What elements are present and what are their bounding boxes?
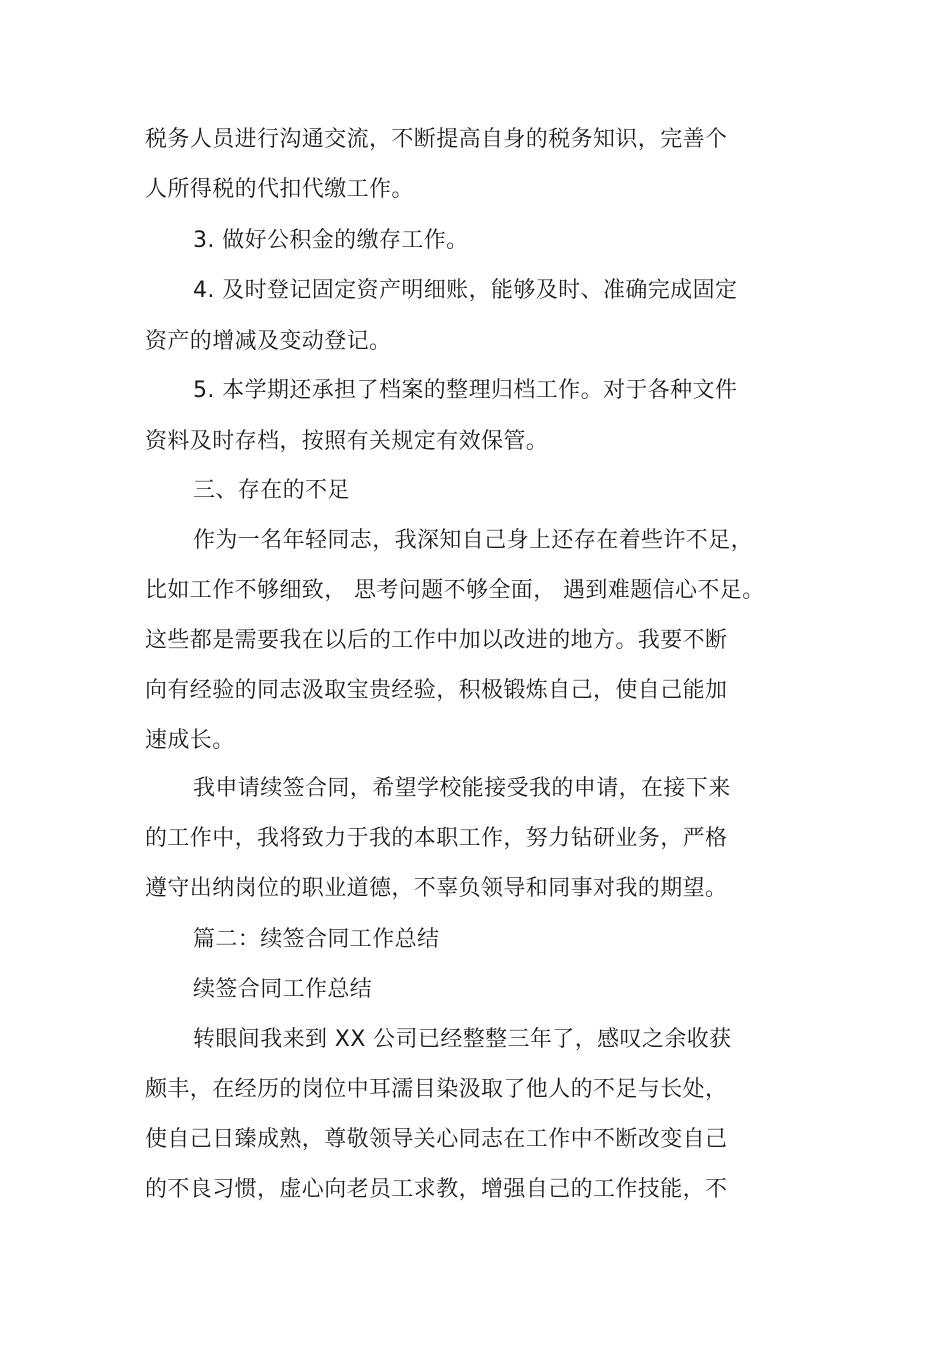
text-line: 比如工作不够细致， 思考问题不够全面， 遇到难题信心不足。 bbox=[145, 578, 765, 603]
list-item: 4. 及时登记固定资产明细账，能够及时、准确完成固定 bbox=[193, 278, 738, 303]
text-line: 我申请续签合同，希望学校能接受我的申请，在接下来 bbox=[193, 776, 731, 801]
text-line: 的工作中，我将致力于我的本职工作，努力钻研业务，严格 bbox=[145, 826, 728, 851]
section-heading: 篇二：续签合同工作总结 bbox=[193, 927, 440, 952]
text-line: 颇丰，在经历的岗位中耳濡目染汲取了他人的不足与长处， bbox=[145, 1077, 728, 1102]
text-line: 作为一名年轻同志，我深知自己身上还存在着些许不足， bbox=[193, 528, 754, 553]
text-line: 使自己日臻成熟，尊敬领导关心同志在工作中不断改变自己 bbox=[145, 1127, 728, 1152]
text-line: 转眼间我来到 XX 公司已经整整三年了，感叹之余收获 bbox=[193, 1027, 732, 1052]
list-item: 5. 本学期还承担了档案的整理归档工作。对于各种文件 bbox=[193, 378, 738, 403]
document-title: 续签合同工作总结 bbox=[193, 977, 373, 1002]
text-line: 人所得税的代扣代缴工作。 bbox=[145, 177, 414, 202]
text-line: 遵守出纳岗位的职业道德，不辜负领导和同事对我的期望。 bbox=[145, 876, 728, 901]
text-line: 向有经验的同志汲取宝贵经验，积极锻炼自己，使自己能加 bbox=[145, 678, 728, 703]
text-line: 资料及时存档，按照有关规定有效保管。 bbox=[145, 429, 549, 454]
list-item: 3. 做好公积金的缴存工作。 bbox=[193, 228, 469, 253]
text-line: 资产的增减及变动登记。 bbox=[145, 329, 392, 354]
section-heading: 三、存在的不足 bbox=[193, 478, 350, 503]
text-line: 的不良习惯，虚心向老员工求教，增强自己的工作技能，不 bbox=[145, 1177, 728, 1202]
text-line: 这些都是需要我在以后的工作中加以改进的地方。我要不断 bbox=[145, 628, 728, 653]
text-line: 速成长。 bbox=[145, 728, 235, 753]
text-line: 税务人员进行沟通交流，不断提高自身的税务知识，完善个 bbox=[145, 127, 728, 152]
